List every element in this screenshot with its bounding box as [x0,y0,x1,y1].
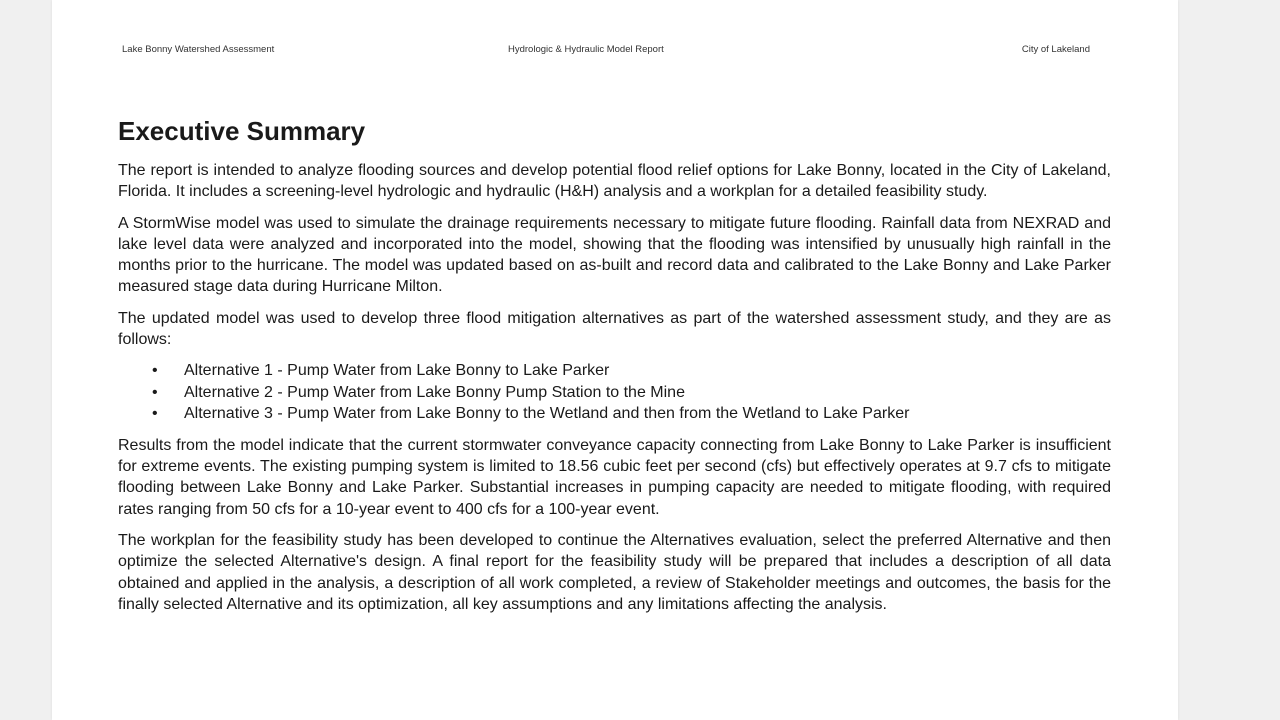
paragraph-alternatives-intro: The updated model was used to develop three flood mitigation alternatives as part of the watershed assessment study, and they are as follows: [118,309,1111,349]
page-header [122,44,1090,58]
list-item: • Alternative 3 - Pump Water from Lake Bonny to the Wetland and then from the Wetland to Lake Parker [184,403,1111,425]
header-center: Hydrologic & Hydraulic Model Report [508,44,664,55]
paragraph-results: Results from the model indicate that the current stormwater conveyance capacity connecting from Lake Bonny to Lake Parker is insufficient for extreme events. The existing pumping system is limited to 18.56 cubic feet per second (cfs) but effectively operates at 9.7 cfs to mitigate flooding between Lake Bonny and Lake Parker. Substantial increases in pumping capacity are needed to mitigate flooding, with required rates ranging from 50 cfs for a 10-year event to 400 cfs for a 100-year event. [118,436,1111,518]
paragraph-intro: The report is intended to analyze flooding sources and develop potential flood relief options for Lake Bonny, located in the City of Lakeland, Florida. It includes a screening-level hydrologic and hydraulic (H&H) analysis and a workplan for a detailed feasibility study. [118,162,1111,201]
header-left: Lake Bonny Watershed Assessment [122,44,275,55]
alternatives-list [118,360,1111,425]
document-page [52,0,1178,720]
list-item: • Alternative 2 - Pump Water from Lake Bonny Pump Station to the Mine [184,382,1111,404]
header-right: City of Lakeland [1021,44,1090,55]
paragraph-model: A StormWise model was used to simulate the drainage requirements necessary to mitigate future flooding. Rainfall data from NEXRAD and lake level data were analyzed and incorporated into the model, showing that the flooding was intensified by unusually high rainfall in the months prior to the hurricane. The model was updated based on as-built and record data and calibrated to the Lake Bonny and Lake Parker measured stage data during Hurricane Milton. [118,214,1111,296]
list-item: • Alternative 1 - Pump Water from Lake Bonny to Lake Parker [184,360,1111,382]
paragraph-workplan: The workplan for the feasibility study has been developed to continue the Alternatives evaluation, select the preferred Alternative and then optimize the selected Alternative's design. A final report for the feasibility study will be prepared that includes a description of all data obtained and applied in the analysis, a description of all work completed, a review of Stakeholder meetings and outcomes, the basis for the finally selected Alternative and its optimization, all key assumptions and any limitations affecting the analysis. [118,532,1111,613]
section-title: Executive Summary [118,116,366,146]
page-content [118,112,1111,625]
